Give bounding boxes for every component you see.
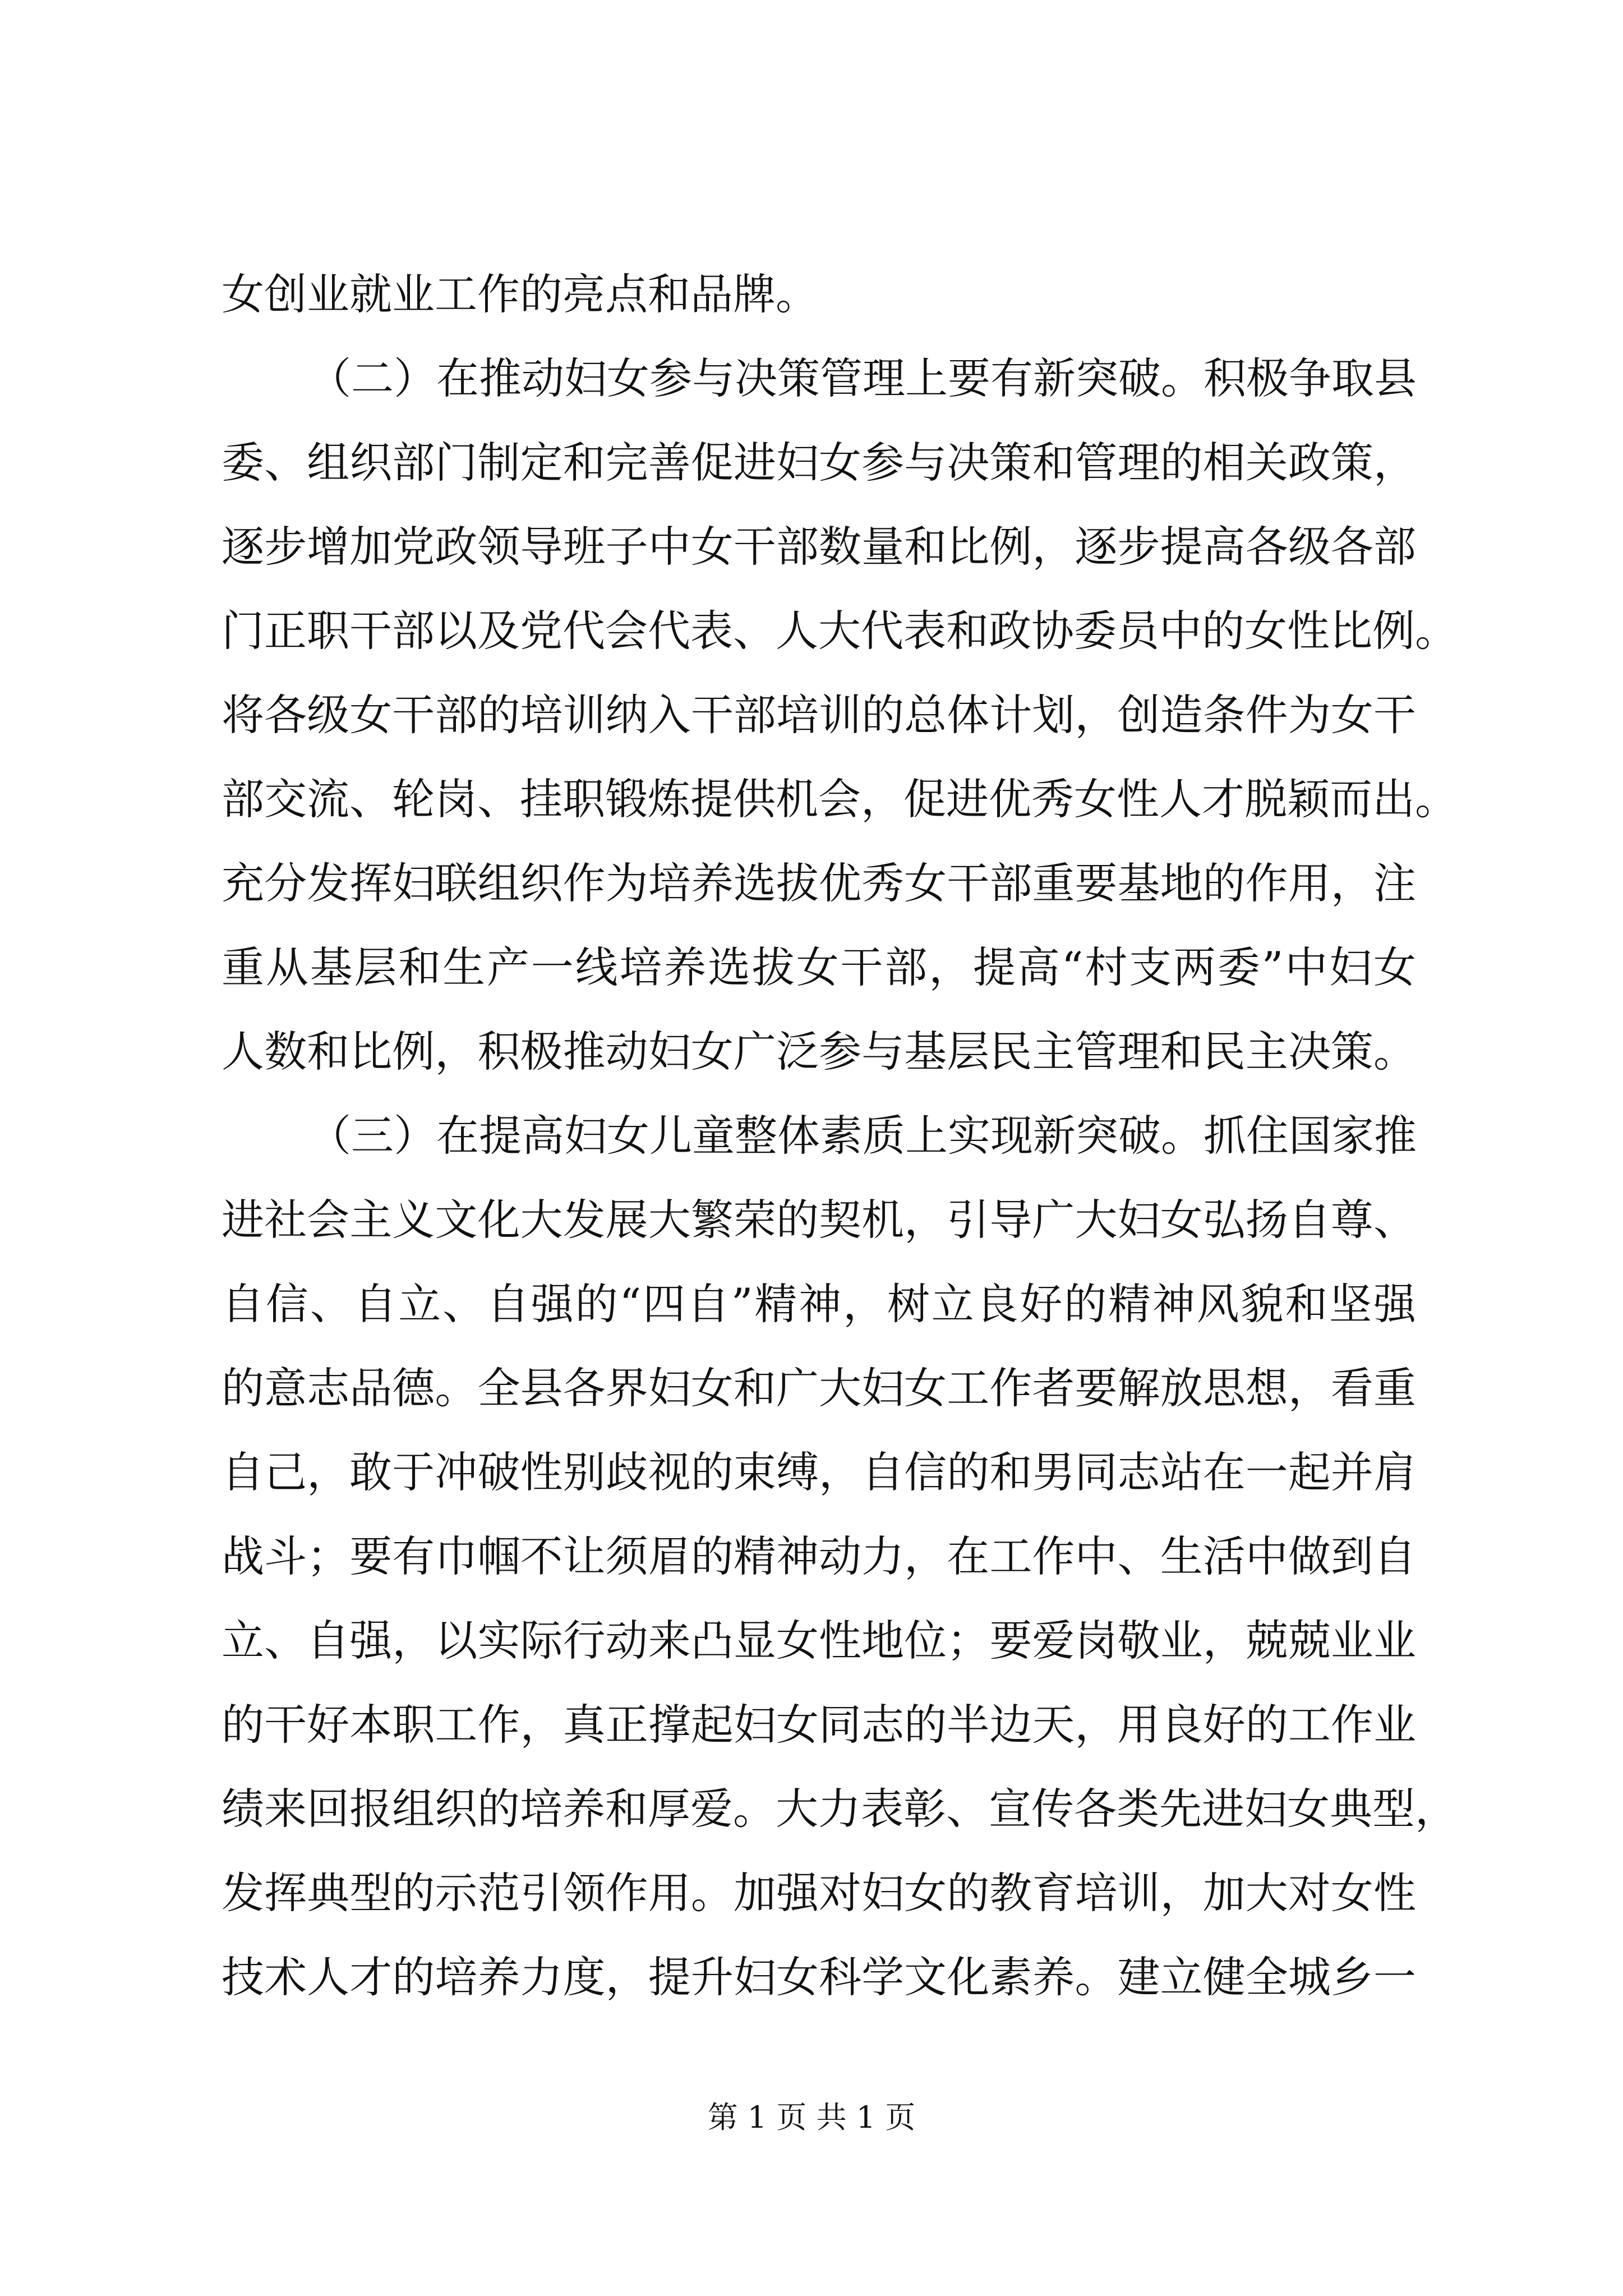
paragraph-line: 发挥典型的示范引领作用。加强对妇女的教育培训，加大对女性	[222, 1868, 1416, 1918]
paragraph-line: 充分发挥妇联组织作为培养选拔优秀女干部重要基地的作用，注	[222, 858, 1416, 908]
paragraph-line: （二）在推动妇女参与决策管理上要有新突破。积极争取县	[308, 353, 1417, 403]
paragraph-line: 进社会主义文化大发展大繁荣的契机，引导广大妇女弘扬自尊、	[222, 1195, 1416, 1245]
paragraph-line: （三）在提高妇女儿童整体素质上实现新突破。抓住国家推	[308, 1111, 1417, 1161]
paragraph-line: 的意志品德。全县各界妇女和广大妇女工作者要解放思想，看重	[222, 1363, 1416, 1413]
paragraph-line: 人数和比例，积极推动妇女广泛参与基层民主管理和民主决策。	[222, 1027, 1416, 1076]
paragraph-line: 女创业就业工作的亮点和品牌。	[222, 269, 818, 319]
paragraph-line: 门正职干部以及党代会代表、人大代表和政协委员中的女性比例。	[222, 606, 1458, 656]
paragraph-line: 自信、自立、自强的“四自”精神，树立良好的精神风貌和坚强	[222, 1279, 1416, 1329]
paragraph-line: 重从基层和生产一线培养选拔女干部，提高“村支两委”中妇女	[222, 942, 1416, 992]
paragraph-line: 将各级女干部的培训纳入干部培训的总体计划，创造条件为女干	[222, 690, 1416, 740]
paragraph-line: 的干好本职工作，真正撑起妇女同志的半边天，用良好的工作业	[222, 1700, 1416, 1750]
page-footer: 第 1 页 共 1 页	[707, 2100, 916, 2135]
paragraph-line: 自己，敢于冲破性别歧视的束缚，自信的和男同志站在一起并肩	[222, 1447, 1416, 1497]
paragraph-line: 绩来回报组织的培养和厚爱。大力表彰、宣传各类先进妇女典型，	[222, 1784, 1458, 1834]
paragraph-line: 部交流、轮岗、挂职锻炼提供机会，促进优秀女性人才脱颖而出。	[222, 774, 1458, 824]
paragraph-line: 技术人才的培养力度，提升妇女科学文化素养。建立健全城乡一	[222, 1952, 1416, 2002]
paragraph-line: 立、自强，以实际行动来凸显女性地位；要爱岗敬业，兢兢业业	[222, 1616, 1416, 1665]
paragraph-line: 逐步增加党政领导班子中女干部数量和比例，逐步提高各级各部	[222, 522, 1416, 572]
paragraph-line: 委、组织部门制定和完善促进妇女参与决策和管理的相关政策，	[222, 438, 1416, 487]
paragraph-line: 战斗；要有巾帼不让须眉的精神动力，在工作中、生活中做到自	[222, 1531, 1416, 1581]
